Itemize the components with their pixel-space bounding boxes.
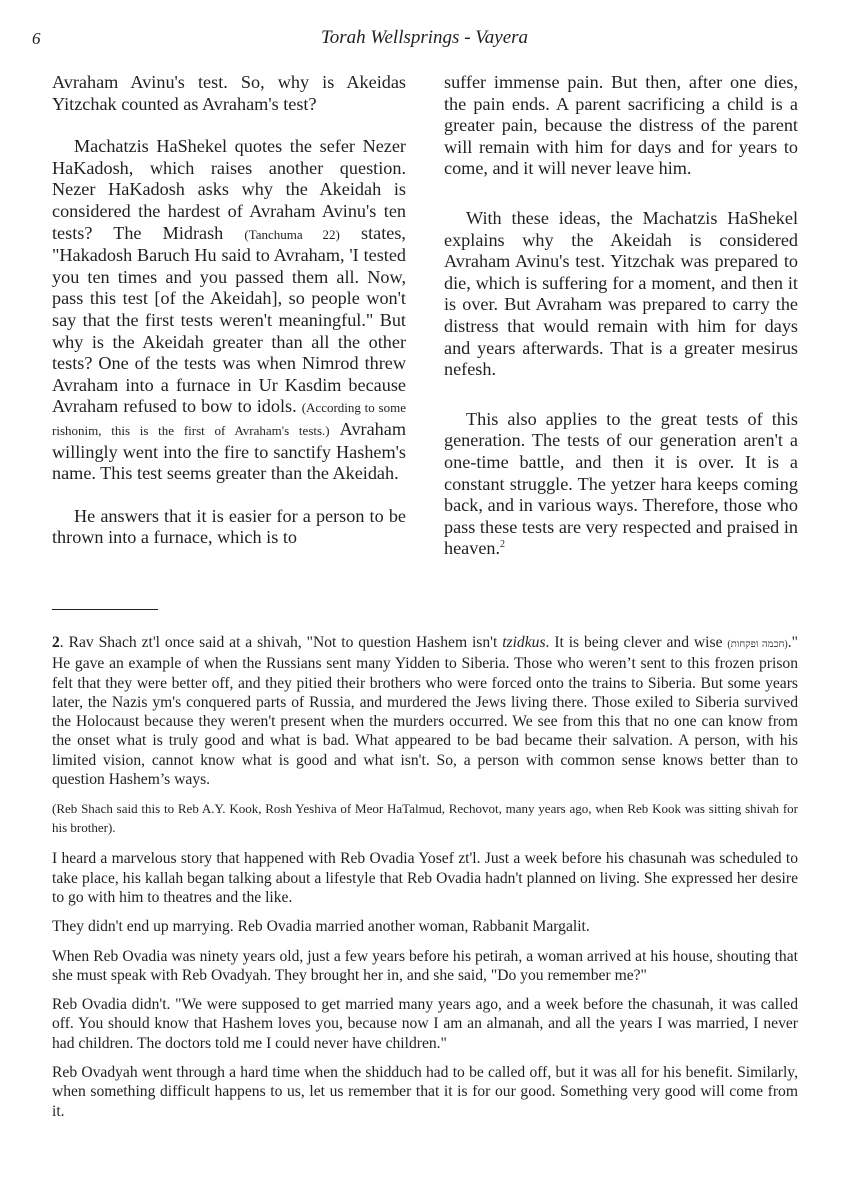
right-column — [444, 72, 798, 581]
footnote-divider — [52, 609, 158, 610]
footnote-text: . It is being clever and wise — [545, 634, 728, 651]
hebrew-text: (חכמה ופקחות) — [727, 639, 788, 650]
paragraph — [52, 136, 406, 485]
paragraph-text: Avraham willingly went into the fire to sanctify Hashem's name. This test seems greater than the Akeidah. — [52, 418, 406, 484]
footnote-text: . Rav Shach zt'l once said at a shivah, "Not to question Hashem isn't — [59, 634, 503, 651]
source-reference: (Tanchuma 22) — [244, 226, 340, 242]
story-paragraph: When Reb Ovadia was ninety years old, just a few years before his petirah, a woman arrived at his house, shouting that she must speak with Reb Ovadyah. They brought her in, and she said, "Do you remember me?" — [52, 947, 798, 984]
left-column — [52, 72, 406, 570]
paragraph: Avraham Avinu's test. So, why is Akeidas Yitzchak counted as Avraham's test? — [52, 72, 406, 114]
paragraph — [444, 409, 798, 560]
paragraph: He answers that it is easier for a person to be thrown into a furnace, which is to — [52, 505, 406, 548]
paragraph-text: This also applies to the great tests of this generation. The tests of our generation aren't a one-time battle, and then it is over. It is a constant struggle. The yetzer hara keeps coming back, and in various ways. Therefore, those who pass these tests are very respected and praised in heaven. — [444, 408, 798, 559]
running-title: Torah Wellsprings - Vayera — [320, 27, 529, 48]
paragraph: suffer immense pain. But then, after one dies, the pain ends. A parent sacrificing a child is a greater pain, because the distress of the parent will remain with him for days and for years to come, and it will never leave him. — [444, 72, 798, 179]
story-paragraph: Reb Ovadia didn't. "We were supposed to get married many years ago, and a week before the chasunah, it was called off. You should know that Hashem loves you, because now I am an almanah, and all the years I was married, I never had children. The doctors told me I could never have children." — [52, 996, 798, 1052]
body-columns — [52, 72, 798, 592]
italic-term: tzidkus — [502, 634, 546, 651]
page-header — [0, 25, 849, 49]
story-paragraph: I heard a marvelous story that happened with Reb Ovadia Yosef zt'l. Just a week before his chasunah was scheduled to take place, his kallah began talking about a lifestyle that Reb Ovadia hadn't planned on living. She expressed her desire to go with him to theatres and the like. — [52, 850, 798, 906]
footnote-source-note: (Reb Shach said this to Reb A.Y. Kook, Rosh Yeshiva of Meor HaTalmud, Rechovot, many years ago, when Reb Kook was sitting shivah for his brother). — [52, 801, 798, 836]
paragraph-text: Machatzis HaShekel quotes the sefer Nezer HaKadosh, which raises another question. Nezer HaKadosh asks why the Akeidah is considered the hardest of Avraham Avinu's ten tests? The Midrash — [52, 136, 406, 243]
footnote-reference[interactable]: 2 — [500, 539, 506, 551]
footnote-text: ." He gave an example of when the Russians sent many Yidden to Siberia. Those who weren’t sent to this frozen prison felt that they were better off, and they pitied their brothers who were forced onto the trains to Siberia. But some years later, the Nazis ym's conquered parts of Russia, and murdered the Jews living there. Those exiled to Siberia survived the Holocaust because they weren't present when the murders occurred. We see from this that no one can know from the onset what is truly good and what is bad. What appeared to be bad became their salvation. A person, with his limited vision, cannot know what is good and what isn't. So, a person with common sense knows better than to question Hashem’s ways. — [52, 634, 798, 789]
paragraph-text: states, "Hakadosh Baruch Hu said to Avraham, 'I tested you ten times and you passed them all. Now, pass this test [of the Akeidah], so people won't say that the first tests weren't meaningful." But why is the Akeidah greater than all the other tests? One of the tests was when Nimrod threw Avraham into a furnace in Ur Kasdim because Avraham refused to bow to idols. — [52, 222, 406, 417]
story-paragraph: Reb Ovadyah went through a hard time when the shidduch had to be called off, but it was all for his benefit. Similarly, when something difficult happens to us, let us remember that it is for our good. Something very good will come from it. — [52, 1064, 798, 1120]
paragraph: With these ideas, the Machatzis HaShekel explains why the Akeidah is considered Avraham Avinu's test. Yitzchak was prepared to die, which is suffering for a moment, and then it is over. But Avraham was prepared to carry the distress that would remain with him for days and years afterwards. That is a greater mesirus nefesh. — [444, 207, 798, 380]
footnote-number: 2 — [52, 634, 60, 651]
story-paragraph: They didn't end up marrying. Reb Ovadia married another woman, Rabbanit Margalit. — [52, 918, 590, 936]
page-number: 6 — [32, 29, 41, 48]
footnotes — [52, 633, 798, 1131]
footnote — [52, 633, 798, 789]
parenthetical-note: (According to some rishonim, this is the first of Avraham's tests.) — [52, 400, 406, 438]
